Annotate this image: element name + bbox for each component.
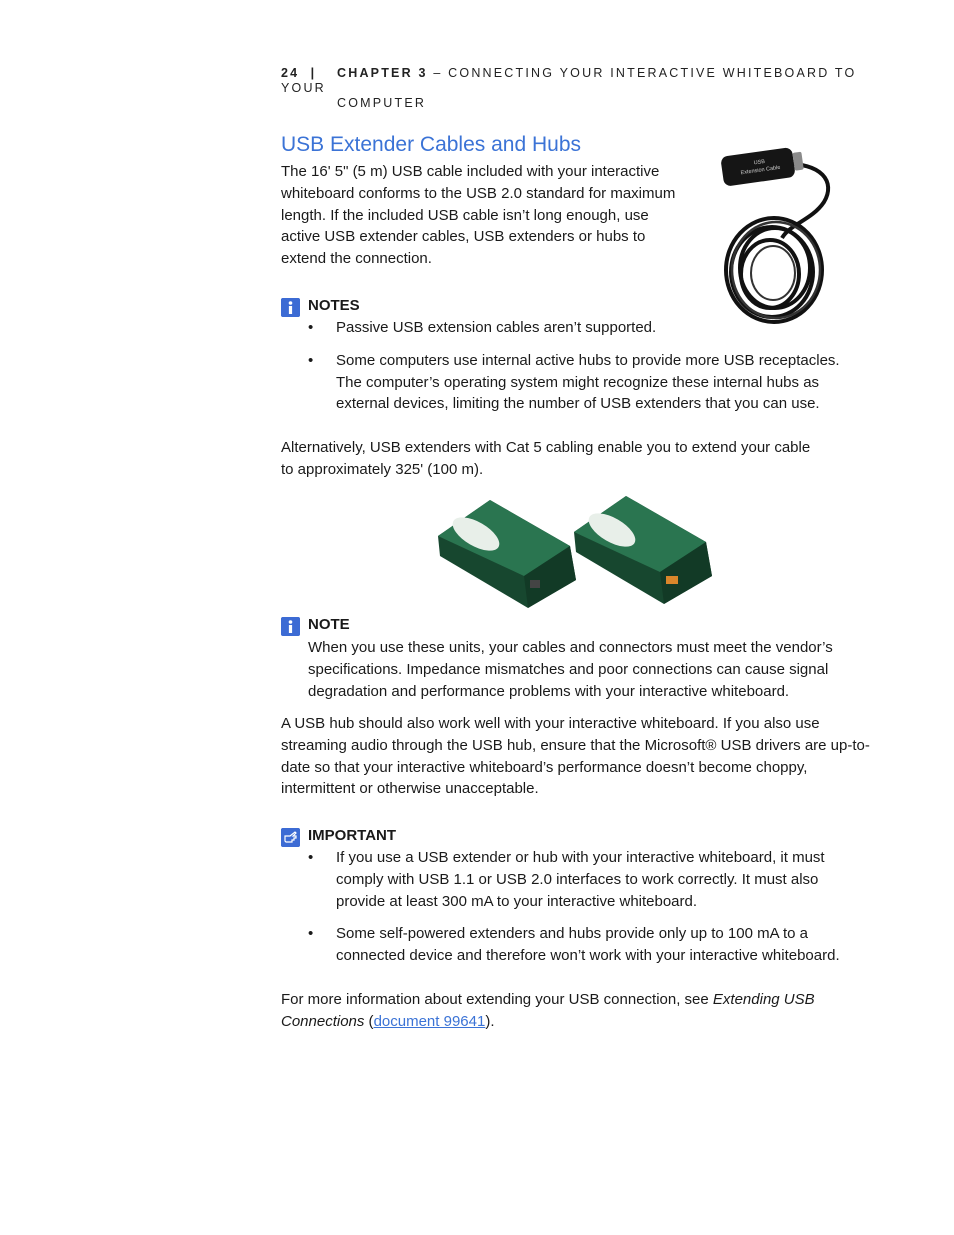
document-99641-link[interactable]: document 99641 xyxy=(373,1012,486,1030)
important-list xyxy=(308,847,868,978)
usb-extender-units-image xyxy=(432,494,718,612)
hub-paragraph: A USB hub should also work well with your interactive whiteboard. If you also use streaming audio through the USB hub, ensure that the Microsoft® USB drivers are up-to-date so that your interactive whiteboard’s performance doesn’t become choppy, intermittent or otherwise unacceptable. xyxy=(281,715,870,798)
pointing-hand-icon xyxy=(281,828,300,847)
cat5-paragraph: Alternatively, USB extenders with Cat 5 cabling enable you to extend your cable to approximately 325' (100 m). xyxy=(281,439,811,478)
intro-paragraph: The 16' 5" (5 m) USB cable included with your interactive whiteboard conforms to the USB 2.0 standard for maximum length. If the included USB cable isn’t long enough, use active USB extender cables, USB extenders or hubs to extend the connection. xyxy=(281,163,676,268)
notes-list xyxy=(308,317,868,426)
section-title: USB Extender Cables and Hubs xyxy=(281,133,581,156)
extender-unit-left xyxy=(438,500,576,608)
info-icon xyxy=(281,298,300,317)
list-item: • Some self-powered extenders and hubs provide only up to 100 mA to a connected device and therefore won’t work with your interactive whiteboard. xyxy=(308,923,868,967)
page-number: 24 | xyxy=(281,66,317,80)
note-text: When you use these units, your cables and connectors must meet the vendor’s specifications. Impedance mismatches and poor connections can cause signal degradation and performance problems with your interactive whiteboard. xyxy=(308,639,833,700)
extender-unit-right xyxy=(574,496,712,604)
more-info-paragraph: For more information about extending your USB connection, see Extending USB Connections (document 99641). xyxy=(281,991,815,1030)
document-page: 24 | CHAPTER 3 – CONNECTING YOUR INTERACTIVE WHITEBOARD TO YOUR COMPUTER USB Extender Cables and Hubs The 16' 5" (5 m) USB cable included with your interactive whiteboard conforms to the USB 2.0 standard for maximum length. If the included USB cable isn’t long enough, use active USB extender cables, USB extenders or hubs to extend the connection. USB Extension Cable NOTES • Passive USB extension cables aren’t supported. • Some computers use internal active hubs to provide more USB receptacles. The computer’s operating system might recognize these internal hubs as external devices, limiting the number of USB extenders that you can use. Alternatively, USB extenders with Cat 5 cabling enable you to extend your cable to approximately 325' (100 m). NOTE When you use these units, your cables and connectors must meet the vendor’s specifications. Impedance mismatches and poor connections can cause signal degradation and performance problems with your interactive whiteboard. A USB hub should also work well with your interactive whiteboard. If you also use streaming audio through the USB hub, ensure that the Microsoft® USB drivers are up-to-date so that your interactive whiteboard’s performance doesn’t become choppy, intermittent or otherwise unacceptable. IMPORTANT • If you use a USB extender or hub with your interactive whiteboard, it must comply with USB 1.1 or USB 2.0 interfaces to work correctly. It must also provide at least 300 mA to your interactive whiteboard. • Some self-powered extenders and hubs provide only up to 100 mA to a connected device and therefore won’t work with your interactive whiteboard. For more information about extending your USB connection, see Extending USB Connections (document 99641). xyxy=(0,0,954,1235)
usb-extension-cable-image xyxy=(712,142,842,328)
list-item: • Some computers use internal active hubs to provide more USB receptacles. The computer’s operating system might recognize these internal hubs as external devices, limiting the number of USB extenders that you can use. xyxy=(308,350,868,415)
cable-label-top: USB xyxy=(753,158,766,167)
document-title: Extending USB Connections xyxy=(281,991,815,1030)
chapter-label: CHAPTER 3 xyxy=(337,66,428,80)
chapter-title: – CONNECTING YOUR INTERACTIVE WHITEBOARD TO YOUR xyxy=(281,66,857,95)
cable-label-bottom: Extension Cable xyxy=(740,164,781,177)
list-item: • If you use a USB extender or hub with your interactive whiteboard, it must comply with USB 1.1 or USB 2.0 interfaces to work correctly. It must also provide at least 300 mA to your interactive whiteboard. xyxy=(308,847,868,912)
info-icon xyxy=(281,617,300,636)
running-header xyxy=(281,66,881,111)
list-item: • Passive USB extension cables aren’t supported. xyxy=(308,317,868,339)
chapter-title-continued: COMPUTER xyxy=(337,96,427,110)
